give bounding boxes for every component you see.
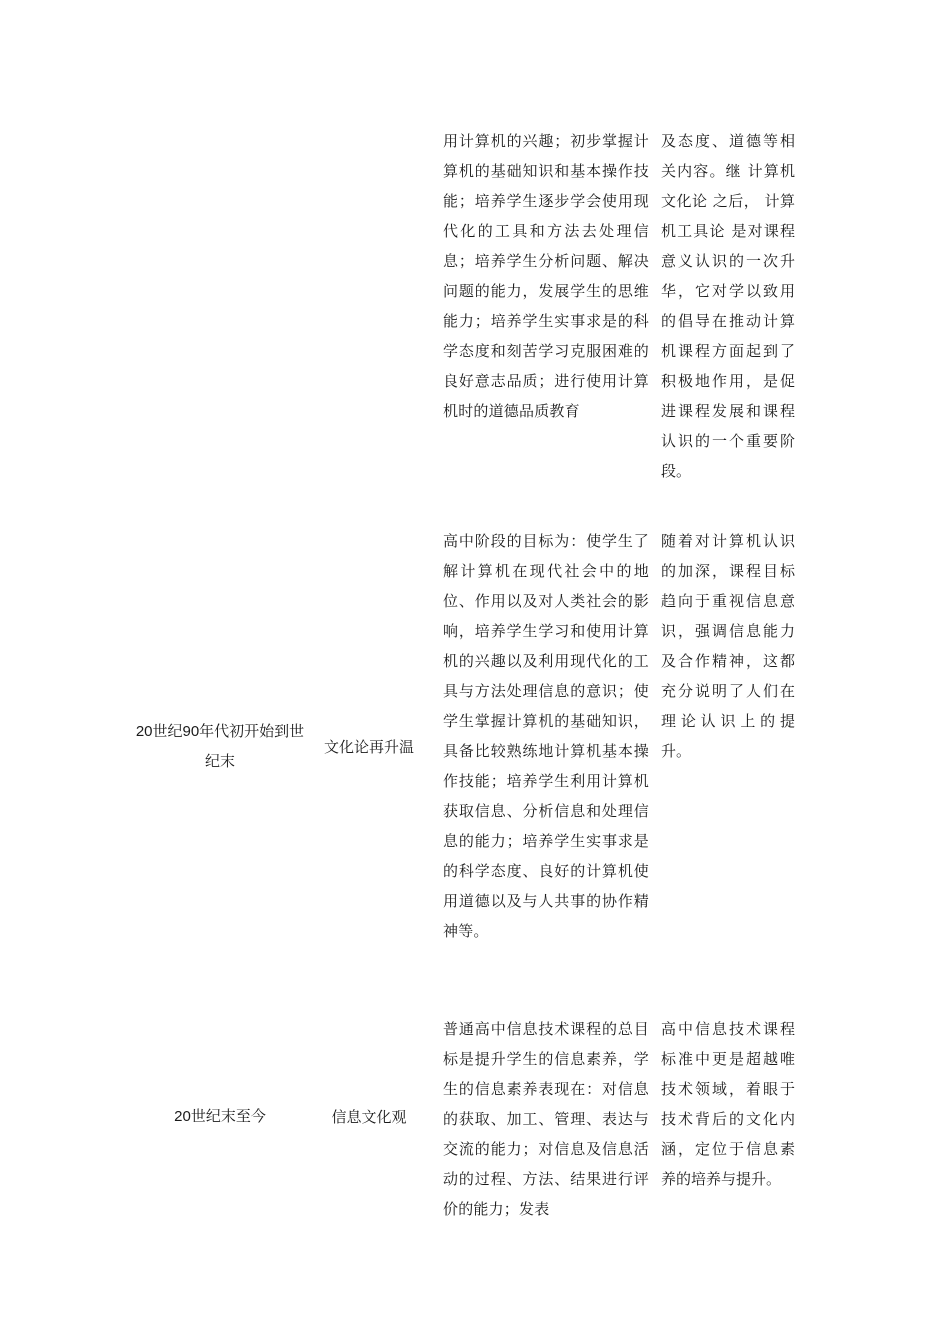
goal-cell: 用计算机的兴趣；初步掌握计算机的基础知识和基本操作技能；培养学生逐步学会使用现代化的工具和方法去处理信息；培养学生分析问题、解决问题的能力，发展学生的思维能力；培养学生实事求是的科学态度和刻苦学习克服困难的良好意志品质；进行使用计算机时的道德品质教育: [443, 132, 649, 420]
comment-cell: 及态度、道德等相关内容。继 计算机文化论 之后， 计算机工具论 是对课程意义认识的一次升华，它对学以致用的倡导在推动计算机课程方面起到了积极地作用，是促进课程发展和课程认识的一个重要阶段。: [661, 132, 795, 480]
comment-cell: 高中信息技术课程标准中更是超越唯技术领域，着眼于技术背后的文化内涵，定位于信息素养的培养与提升。: [661, 1020, 795, 1188]
period-cell: 20世纪末至今: [174, 1108, 266, 1125]
view-cell: 文化论再升温: [323, 738, 414, 756]
period-cell: 20世纪90年代初开始到世纪末: [135, 723, 305, 770]
table-row: [0, 1014, 950, 1228]
comment-cell: 随着对计算机认识的加深，课程目标趋向于重视信息意识，强调信息能力及合作精神，这都充分说明了人们在理论认识上的提升。: [661, 532, 795, 760]
view-cell: 信息文化观: [331, 1108, 407, 1126]
table-row: [0, 126, 950, 516]
table-row: [0, 526, 950, 976]
goal-cell: 普通高中信息技术课程的总目标是提升学生的信息素养，学生的信息素养表现在：对信息的获取、加工、管理、表达与交流的能力；对信息及信息活动的过程、方法、结果进行评价的能力；发表: [443, 1020, 649, 1218]
goal-cell: 高中阶段的目标为：使学生了解计算机在现代社会中的地位、作用以及对人类社会的影响，培养学生学习和使用计算机的兴趣以及利用现代化的工具与方法处理信息的意识；使学生掌握计算机的基础知识，具备比较熟练地计算机基本操作技能；培养学生利用计算机获取信息、分析信息和处理信息的能力；培养学生实事求是的科学态度、良好的计算机使用道德以及与人共事的协作精神等。: [443, 532, 649, 940]
